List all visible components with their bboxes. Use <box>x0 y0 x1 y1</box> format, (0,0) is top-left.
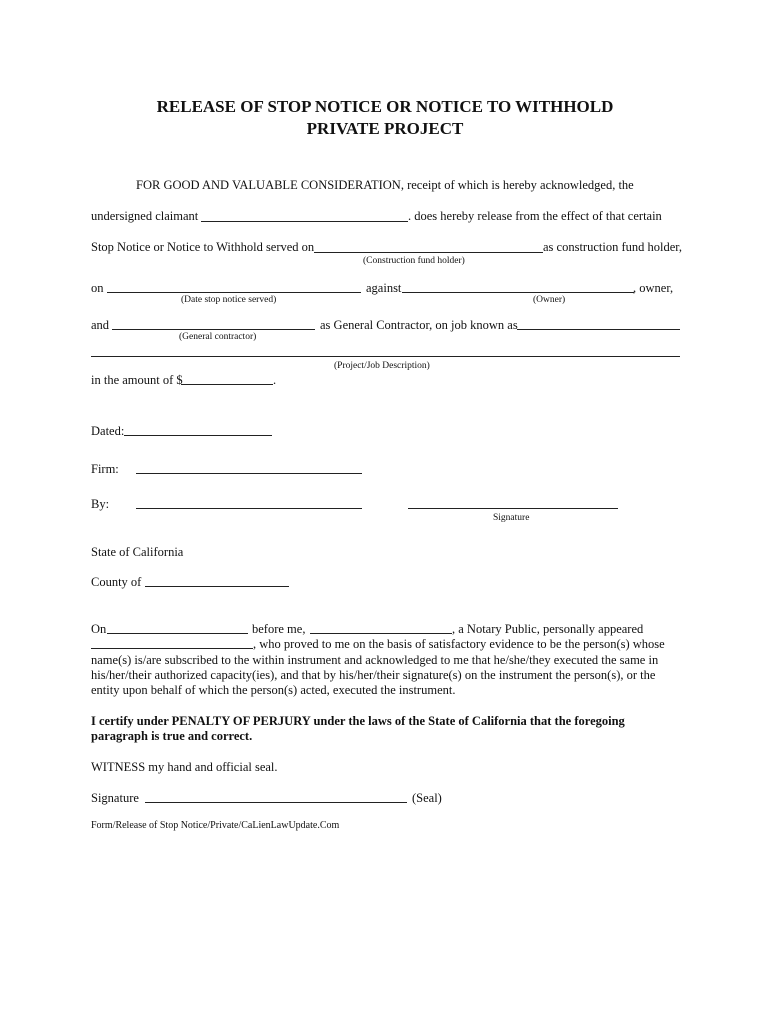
firm-field[interactable] <box>136 473 362 474</box>
date-served-field[interactable] <box>107 292 361 293</box>
appeared-person-field[interactable] <box>91 648 253 649</box>
amount-field[interactable] <box>181 384 273 385</box>
against-label: against <box>366 281 402 295</box>
and-label: and <box>91 318 110 332</box>
caption-project: (Project/Job Description) <box>334 361 430 371</box>
by-field[interactable] <box>136 508 362 509</box>
notary-date-field[interactable] <box>107 633 248 634</box>
notary-line-4: his/her/their authorized capacity(ies), and that by his/her/their signature(s) on the instrument the person(s), or the <box>91 668 656 682</box>
notary-on-label: On <box>91 622 107 636</box>
notary-name-field[interactable] <box>310 633 452 634</box>
caption-owner: (Owner) <box>533 295 566 305</box>
county-label: County of <box>91 575 142 589</box>
footer-text: Form/Release of Stop Notice/Private/CaLienLawUpdate.Com <box>91 820 340 831</box>
signature-caption: Signature <box>493 513 530 523</box>
claimant-suffix: . does hereby release from the effect of that certain <box>408 209 662 223</box>
notary-signature-field[interactable] <box>145 802 407 803</box>
caption-date-served: (Date stop notice served) <box>181 295 277 305</box>
notary-line-5: entity upon behalf of which the person(s) acted, executed the instrument. <box>91 683 456 697</box>
notary-signature-label: Signature <box>91 791 139 805</box>
stop-notice-label: Stop Notice or Notice to Withhold served on <box>91 240 315 254</box>
title-line-1: RELEASE OF STOP NOTICE OR NOTICE TO WITHHOLD <box>156 97 614 116</box>
witness-text: WITNESS my hand and official seal. <box>91 760 278 774</box>
state-label: State of California <box>91 545 184 559</box>
certify-line-2: paragraph is true and correct. <box>91 729 253 743</box>
caption-contractor: (General contractor) <box>179 332 257 342</box>
intro-text: FOR GOOD AND VALUABLE CONSIDERATION, receipt of which is hereby acknowledged, the <box>136 178 634 192</box>
contractor-mid-text: as General Contractor, on job known as <box>320 318 518 332</box>
claimant-field[interactable] <box>201 221 408 222</box>
county-field[interactable] <box>145 586 289 587</box>
dated-label: Dated: <box>91 424 125 438</box>
claimant-label: undersigned claimant <box>91 209 199 223</box>
dated-field[interactable] <box>124 435 272 436</box>
by-label: By: <box>91 497 110 511</box>
owner-field[interactable] <box>402 292 634 293</box>
notary-line-3: name(s) is/are subscribed to the within instrument and acknowledged to me that he/she/they executed the same in <box>91 653 659 667</box>
on-label: on <box>91 281 104 295</box>
job-known-as-field[interactable] <box>517 329 680 330</box>
title-line-2: PRIVATE PROJECT <box>306 119 464 138</box>
proved-text: , who proved to me on the basis of satisfactory evidence to be the person(s) whose <box>253 637 665 651</box>
firm-label: Firm: <box>91 462 119 476</box>
before-me-text: before me, <box>252 622 306 636</box>
amount-label: in the amount of $ <box>91 373 183 387</box>
signature-field[interactable] <box>408 508 618 509</box>
fund-holder-field[interactable] <box>314 252 543 253</box>
seal-label: (Seal) <box>412 791 442 805</box>
certify-line-1: I certify under PENALTY OF PERJURY under the laws of the State of California that the foregoing <box>91 714 625 728</box>
amount-suffix: . <box>273 373 277 387</box>
stop-notice-suffix: as construction fund holder, <box>543 240 683 254</box>
contractor-field[interactable] <box>112 329 315 330</box>
caption-fund-holder: (Construction fund holder) <box>363 256 465 266</box>
owner-suffix: , owner, <box>633 281 674 295</box>
notary-public-text: , a Notary Public, personally appeared <box>452 622 644 636</box>
project-description-field[interactable] <box>91 356 680 357</box>
